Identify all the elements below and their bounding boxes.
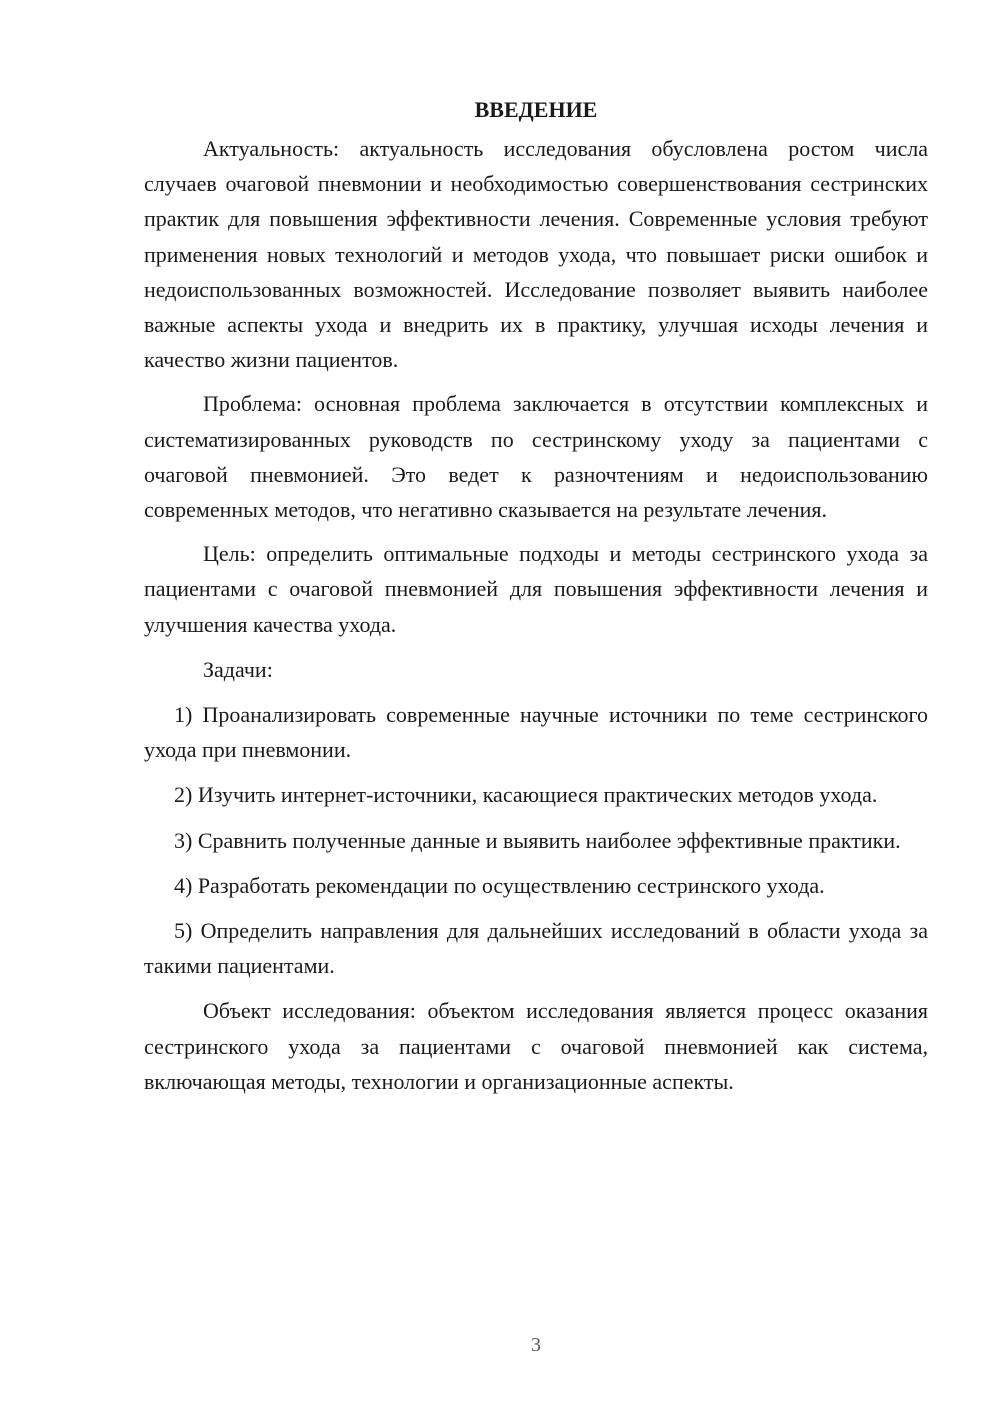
list-item: 3) Сравнить полученные данные и выявить наиболее эффективные практики. xyxy=(174,827,901,853)
list-item: 2) Изучить интернет-источники, касающиеся практических методов ухода. xyxy=(174,782,878,808)
list-item: 4) Разработать рекомендации по осуществлению сестринского ухода. xyxy=(174,872,825,898)
paragraph-goal: Цель: определить оптимальные подходы и методы сестринского ухода за пациентами с очаговой пневмонией для повышения эффективности лечения и улучшения качества ухода. xyxy=(144,541,928,637)
page-number: 3 xyxy=(531,1334,541,1356)
section-heading: ВВЕДЕНИЕ xyxy=(474,97,598,122)
paragraph-object: Объект исследования: объектом исследования является процесс оказания сестринского ухода за пациентами с очаговой пневмонией как система, включающая методы, технологии и организационные аспекты. xyxy=(144,998,928,1094)
paragraph-relevance: Актуальность: актуальность исследования обусловлена ростом числа случаев очаговой пневмонии и необходимостью совершенствования сестринских практик для повышения эффективности лечения. Современные условия требуют применения новых технологий и методов ухода, что повышает риски ошибок и недоиспользованных возможностей. Исследование позволяет выявить наиболее важные аспекты ухода и внедрить их в практику, улучшая исходы лечения и качество жизни пациентов. xyxy=(144,136,928,373)
tasks-list xyxy=(144,697,928,983)
tasks-label: Задачи: xyxy=(203,656,273,682)
page-body xyxy=(144,92,928,1099)
paragraph-problem: Проблема: основная проблема заключается в отсутствии комплексных и систематизированных руководств по сестринскому уходу за пациентами с очаговой пневмонией. Это ведет к разночтениям и недоиспользованию современных методов, что негативно сказывается на результате лечения. xyxy=(144,391,928,523)
list-item: 5) Определить направления для дальнейших исследований в области ухода за такими пациентами. xyxy=(144,918,928,979)
list-item: 1) Проанализировать современные научные источники по теме сестринского ухода при пневмонии. xyxy=(144,702,928,763)
